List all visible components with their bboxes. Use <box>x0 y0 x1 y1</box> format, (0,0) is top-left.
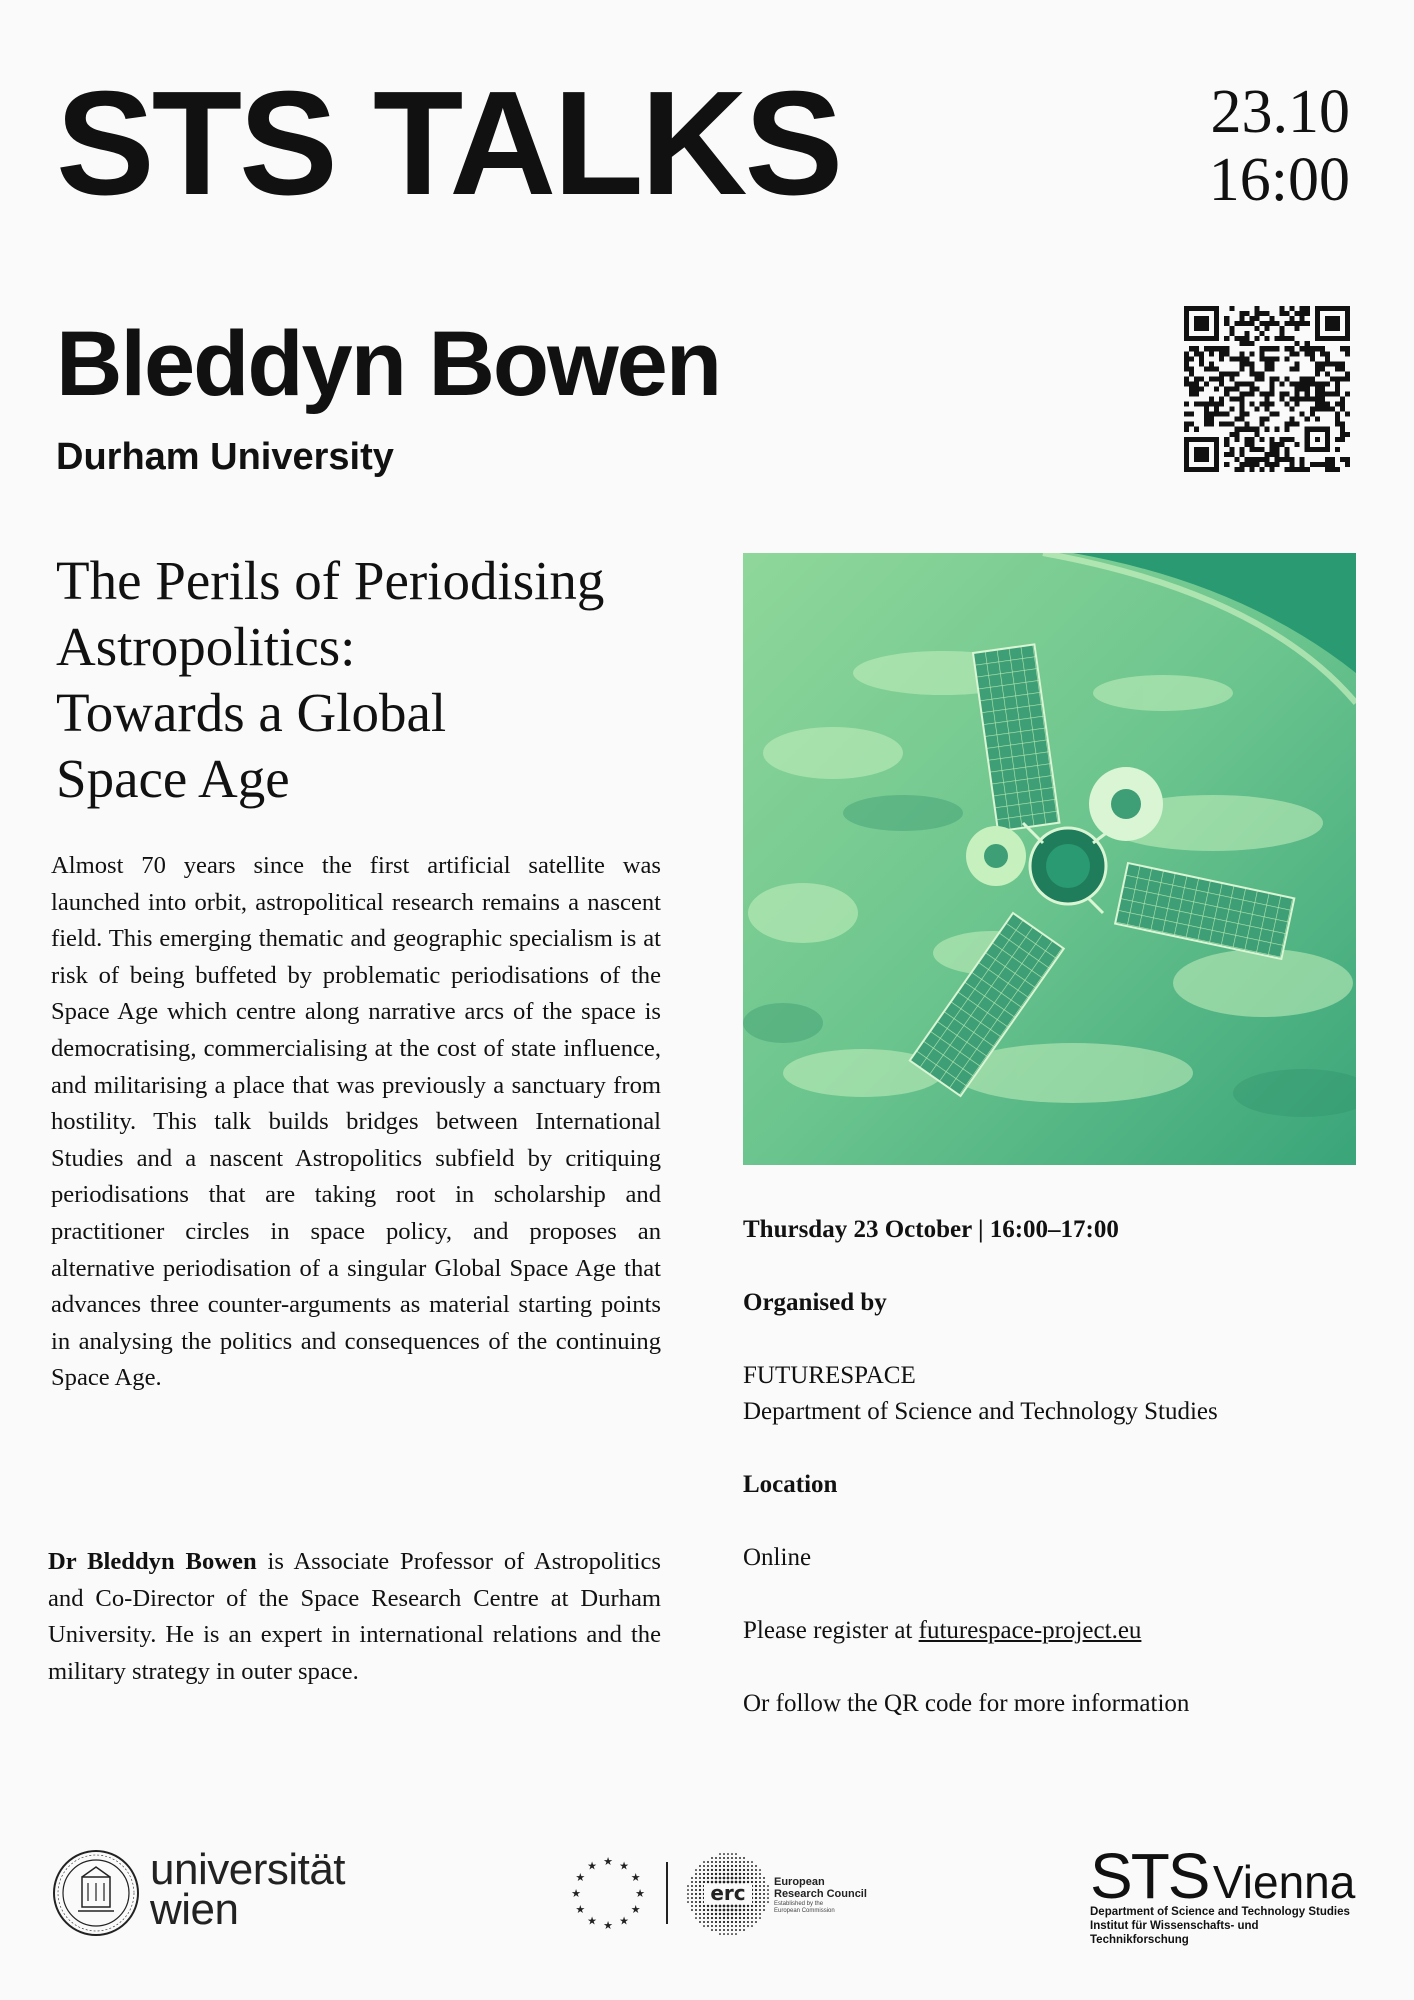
svg-text:★: ★ <box>635 1887 645 1900</box>
register-line <box>743 1613 1141 1649</box>
talk-abstract: Almost 70 years since the first artificial satellite was launched into orbit, astropolitical research remains a nascent field. This emerging thematic and geographic specialism is at risk of being buffeted by problematic periodisations of the Space Age which centre along narrative arcs of the space is democratising, commercialising at the cost of state influence, and militarising a place that was previously a sanctuary from hostility. This talk builds bridges between International Studies and a nascent Astropolitics subfield by critiquing periodisations that are taking root in scholarship and practitioner circles in space policy, and proposes an alternative periodisation of a singular Global Space Age that advances three counter-arguments as material starting points in analysing the politics and consequences of the continuing Space Age. <box>51 852 661 1392</box>
svg-text:★: ★ <box>630 1903 641 1916</box>
erc-name <box>774 1876 867 1900</box>
location-value: Online <box>743 1544 812 1571</box>
speaker-bio <box>48 1544 661 1690</box>
register-link[interactable]: futurespace-project.eu <box>918 1617 1142 1644</box>
erc-logo <box>686 1852 770 1936</box>
register-prefix: Please register at <box>743 1617 919 1644</box>
eu-flag-stars-icon <box>568 1853 648 1933</box>
series-title: STS TALKS <box>56 61 841 226</box>
event-datetime: Thursday 23 October | 16:00–17:00 <box>743 1216 1119 1243</box>
erc-sub-line: European Commission <box>774 1908 835 1914</box>
satellite-illustration <box>743 553 1356 1165</box>
sts-line2: Institut für Wissenschafts- und Technikforschung <box>1090 1920 1259 1946</box>
uw-line1: universität <box>150 1845 346 1894</box>
erc-subtitle <box>774 1901 835 1915</box>
event-date: 23.10 <box>1210 78 1350 146</box>
event-time: 16:00 <box>1208 146 1350 215</box>
bio-name: Dr Bleddyn Bowen <box>48 1548 257 1575</box>
sts-line1: Department of Science and Technology Studies <box>1090 1906 1350 1918</box>
date-time-block <box>1209 78 1350 214</box>
organiser-department: Department of Science and Technology Studies <box>743 1398 1218 1425</box>
erc-sub-line: Established by the <box>774 1901 824 1907</box>
sts-mark: STS <box>1090 1840 1209 1912</box>
svg-text:★: ★ <box>587 1859 597 1873</box>
svg-text:★: ★ <box>603 1919 613 1932</box>
erc-name-line: Research Council <box>774 1888 867 1900</box>
erc-mark: erc <box>710 1881 746 1905</box>
bio-text: is Associate Professor of Astropolitics and Co-Director of the Space Research Centre at Durham University. He is an expert in international relations and the military strategy in outer space. <box>48 1548 661 1685</box>
talk-title <box>56 548 696 812</box>
svg-text:★: ★ <box>575 1903 586 1916</box>
talk-title-line: Astropolitics: <box>56 616 356 677</box>
svg-text:★: ★ <box>587 1914 597 1928</box>
talk-title-line: Space Age <box>56 748 290 809</box>
svg-text:★: ★ <box>619 1859 629 1873</box>
qr-note: Or follow the QR code for more information <box>743 1690 1190 1717</box>
erc-name-line: European <box>774 1876 825 1888</box>
speaker-affiliation: Durham University <box>56 436 394 478</box>
talk-title-line: Towards a Global <box>56 682 447 743</box>
location-heading: Location <box>743 1471 838 1498</box>
talk-title-line: The Perils of Periodising <box>56 550 605 611</box>
university-seal-icon <box>52 1849 140 1937</box>
speaker-name: Bleddyn Bowen <box>56 313 721 415</box>
svg-text:★: ★ <box>619 1914 629 1928</box>
logo-divider <box>666 1862 668 1924</box>
uw-line2: wien <box>150 1885 239 1934</box>
svg-text:★: ★ <box>630 1871 641 1884</box>
sts-vienna-logo <box>1090 1840 1358 1947</box>
svg-text:★: ★ <box>575 1871 586 1884</box>
svg-text:★: ★ <box>571 1887 581 1900</box>
sts-city: Vienna <box>1212 1856 1356 1908</box>
organiser-name: FUTURESPACE <box>743 1362 916 1389</box>
organised-heading: Organised by <box>743 1289 887 1316</box>
svg-text:★: ★ <box>603 1855 613 1868</box>
university-wordmark <box>150 1845 346 1934</box>
qr-code-icon[interactable] <box>1184 306 1350 472</box>
